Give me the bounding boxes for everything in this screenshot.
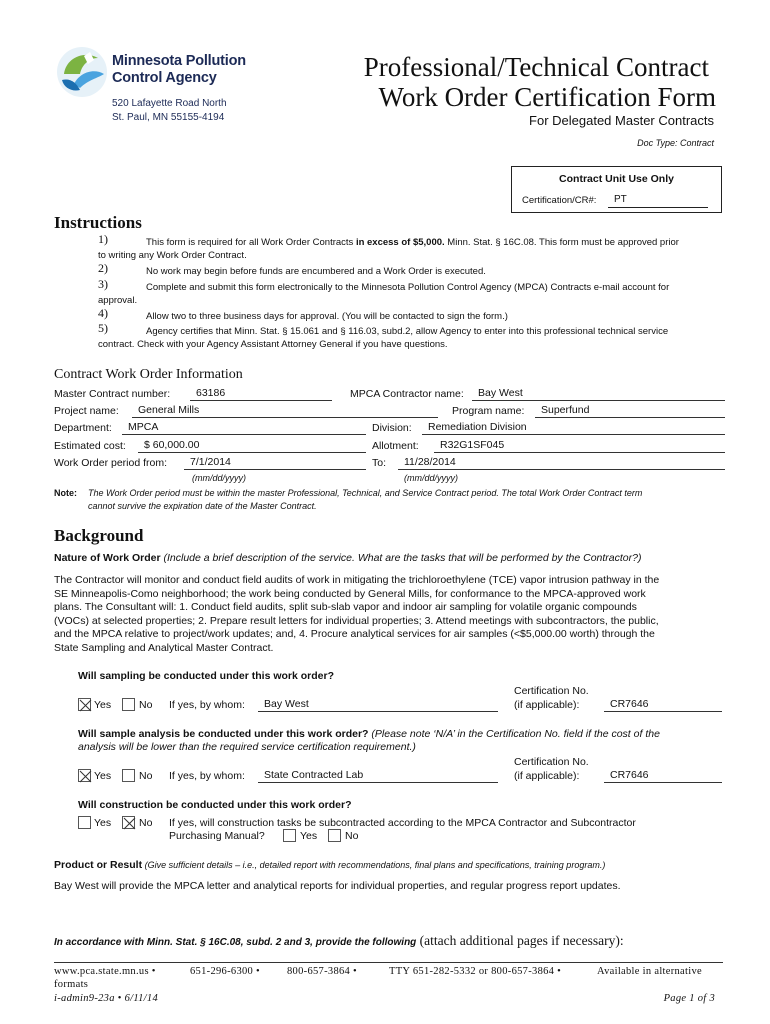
q-sampling: Will sampling be conducted under this work order? [78, 670, 335, 682]
q-construction-sub-text: If yes, will construction tasks be subcontracted according to the MPCA Contractor and Subcontractor [169, 817, 636, 829]
instruction-number: 2) [98, 261, 108, 275]
q-construction-sub-yes-label: Yes [300, 830, 318, 842]
nature-line: The Contractor will monitor and conduct field audits of work in mitigating the trichloroethylene (TCE) vapor intrusion pathway in the [54, 574, 660, 586]
instruction-text: Allow two to three business days for approval. (You will be contacted to sign the form.) [146, 311, 508, 322]
footer-doc-id: i-admin9-23a • 6/11/14 [54, 993, 158, 1004]
project-name-field[interactable]: General Mills [132, 404, 438, 418]
q-sampling-cert-label: Certification No. [514, 685, 589, 697]
product-result-label: Product or Result (Give sufficient details – i.e., detailed report with recommendations, final plans and specifications, training program.) [54, 859, 606, 871]
period-to-hint: (mm/dd/yyyy) [404, 473, 458, 483]
instruction-text: Agency certifies that Minn. Stat. § 15.061 and § 116.03, subd.2, allow Agency to enter into this professional technical service [146, 326, 669, 337]
q-analysis-hint: analysis will be lower than the required service certification requirement.) [78, 741, 416, 753]
q-analysis-whom-label: If yes, by whom: [169, 770, 245, 782]
q-construction-sub-text-cont: Purchasing Manual? [169, 830, 265, 842]
department-field[interactable]: MPCA [122, 421, 366, 435]
instruction-text: This form is required for all Work Order Contracts in excess of $5,000. Minn. Stat. § 16C.08. This form must be approved prior [146, 237, 679, 248]
master-contract-field[interactable]: 63186 [190, 387, 332, 401]
q-construction-no-label: No [139, 817, 153, 829]
q-sampling-cert-field[interactable]: CR7646 [604, 698, 722, 712]
org-name-line2: Control Agency [112, 70, 217, 86]
contractor-name-field[interactable]: Bay West [472, 387, 725, 401]
instruction-number: 1) [98, 232, 108, 246]
q-sampling-no-label: No [139, 699, 153, 711]
period-from-field[interactable]: 7/1/2014 [184, 456, 366, 470]
q-analysis-yes-label: Yes [94, 770, 112, 782]
estimated-cost-label: Estimated cost: [54, 440, 126, 452]
allotment-field[interactable]: R32G1SF045 [434, 439, 725, 453]
q-analysis-cert-label: Certification No. [514, 756, 589, 768]
allotment-label: Allotment: [372, 440, 419, 452]
certification-cr-field[interactable]: PT [608, 194, 708, 208]
q-construction-sub-yes-checkbox[interactable] [283, 829, 296, 842]
form-title-line1: Professional/Technical Contract [363, 52, 709, 82]
project-name-label: Project name: [54, 405, 119, 417]
footer-alt-formats: Available in alternative [597, 966, 702, 977]
doc-type: Doc Type: Contract [637, 138, 714, 148]
background-heading: Background [54, 526, 144, 545]
note-line2: cannot survive the expiration date of the Master Contract. [88, 500, 317, 511]
q-analysis-yes-checkbox[interactable] [78, 769, 91, 782]
checkmark-x-icon [79, 770, 92, 783]
contract-unit-title: Contract Unit Use Only [559, 173, 674, 185]
list-item [98, 263, 738, 277]
footer-page-number: Page 1 of 3 [663, 993, 715, 1004]
program-name-label: Program name: [452, 405, 525, 417]
list-item [98, 308, 738, 322]
footer-divider [54, 962, 723, 963]
instructions-list [98, 234, 738, 354]
footer-tty: TTY 651-282-5332 or 800-657-3864 • [389, 966, 562, 977]
q-sampling-yes-label: Yes [94, 699, 112, 711]
instruction-text: No work may begin before funds are encumbered and a Work Order is executed. [146, 266, 486, 277]
form-title-line2: Work Order Certification Form [378, 82, 716, 112]
division-label: Division: [372, 422, 412, 434]
q-construction-yes-checkbox[interactable] [78, 816, 91, 829]
nature-line: State Sampling and Analytical Master Contract. [54, 641, 274, 654]
statute-instruction: In accordance with Minn. Stat. § 16C.08, subd. 2 and 3, provide the following (attach additional pages if necessary): [54, 933, 624, 948]
nature-line: (VOCs) at selected properties; 2. Prepare result letters for individual properties; 3. Attend meetings with subcontractors, the public, [54, 614, 659, 627]
q-construction-yes-label: Yes [94, 817, 112, 829]
footer-phone1: 651-296-6300 • [190, 966, 260, 977]
list-item [98, 234, 738, 262]
q-analysis: Will sample analysis be conducted under this work order? (Please note ‘N/A’ in the Certification No. field if the cost of the [78, 728, 660, 740]
period-to-field[interactable]: 11/28/2014 [398, 456, 725, 470]
instruction-text: Complete and submit this form electronically to the Minnesota Pollution Control Agency (MPCA) Contracts e-mail account for [146, 282, 670, 293]
org-address [112, 97, 227, 125]
org-name [112, 53, 246, 87]
q-sampling-whom-field[interactable]: Bay West [258, 698, 498, 712]
master-contract-label: Master Contract number: [54, 388, 171, 400]
nature-of-work-field[interactable] [54, 574, 734, 655]
form-subtitle: For Delegated Master Contracts [529, 113, 714, 128]
instruction-number: 4) [98, 306, 108, 320]
list-item [98, 279, 738, 307]
instruction-number: 5) [98, 321, 108, 335]
instruction-text-cont: approval. [98, 295, 138, 306]
q-construction-sub-no-checkbox[interactable] [328, 829, 341, 842]
note-line1: The Work Order period must be within the master Professional, Technical, and Service Contract period. The total Work Order Contract term [88, 488, 643, 498]
instruction-text-cont: contract. Check with your Agency Assistant Attorney General if you have questions. [98, 339, 448, 350]
contract-unit-box [511, 166, 722, 213]
contractor-name-label: MPCA Contractor name: [350, 388, 464, 400]
certification-cr-label: Certification/CR#: [522, 195, 597, 206]
footer-alt-formats-cont: formats [54, 979, 89, 990]
q-sampling-whom-label: If yes, by whom: [169, 699, 245, 711]
mpca-logo-icon [54, 44, 110, 100]
checkmark-x-icon [79, 699, 92, 712]
instruction-number: 3) [98, 277, 108, 291]
program-name-field[interactable]: Superfund [535, 404, 725, 418]
division-field[interactable]: Remediation Division [422, 421, 725, 435]
org-name-line1: Minnesota Pollution [112, 53, 246, 69]
q-analysis-cert-field[interactable]: CR7646 [604, 769, 722, 783]
q-analysis-no-checkbox[interactable] [122, 769, 135, 782]
instruction-text-cont: to writing any Work Order Contract. [98, 250, 247, 261]
period-from-label: Work Order period from: [54, 457, 168, 469]
list-item [98, 323, 738, 351]
address-line2: St. Paul, MN 55155-4194 [112, 112, 225, 123]
q-construction-sub-no-label: No [345, 830, 359, 842]
q-sampling-applicable-label: (if applicable): [514, 699, 580, 711]
estimated-cost-field[interactable]: $ 60,000.00 [138, 439, 366, 453]
q-sampling-yes-checkbox[interactable] [78, 698, 91, 711]
note-label: Note: [54, 488, 77, 498]
contract-info-heading: Contract Work Order Information [54, 367, 243, 382]
q-construction: Will construction be conducted under this work order? [78, 799, 352, 811]
nature-of-work-label: Nature of Work Order (Include a brief description of the service. What are the tasks that will be performed by the Contractor?) [54, 552, 642, 564]
address-line1: 520 Lafayette Road North [112, 98, 227, 109]
q-analysis-applicable-label: (if applicable): [514, 770, 580, 782]
q-analysis-no-label: No [139, 770, 153, 782]
footer-website[interactable]: www.pca.state.mn.us • [54, 966, 156, 977]
footer-phone2: 800-657-3864 • [287, 966, 357, 977]
instructions-heading: Instructions [54, 213, 142, 232]
nature-line: and the MPCA relative to project/work updates; and, 4. Procure analytical services for air samples (<$5,000.00 worth) through the [54, 628, 655, 640]
department-label: Department: [54, 422, 112, 434]
q-analysis-whom-field[interactable]: State Contracted Lab [258, 769, 498, 783]
nature-line: plans. The Consultant will: 1. Conduct field audits, split sub-slab vapor and indoor air sampling for volatile organic compounds [54, 601, 637, 613]
nature-line: SE Minneapolis-Como neighborhood; the work being conducted by General Mills, for conformance to the MPCA-approved work [54, 587, 646, 600]
q-construction-no-checkbox[interactable] [122, 816, 135, 829]
q-sampling-no-checkbox[interactable] [122, 698, 135, 711]
period-to-label: To: [372, 457, 387, 469]
period-from-hint: (mm/dd/yyyy) [192, 473, 246, 483]
checkmark-x-icon [123, 817, 136, 830]
product-result-field[interactable]: Bay West will provide the MPCA letter and analytical reports for individual properties, and regular progress report updates. [54, 880, 621, 892]
